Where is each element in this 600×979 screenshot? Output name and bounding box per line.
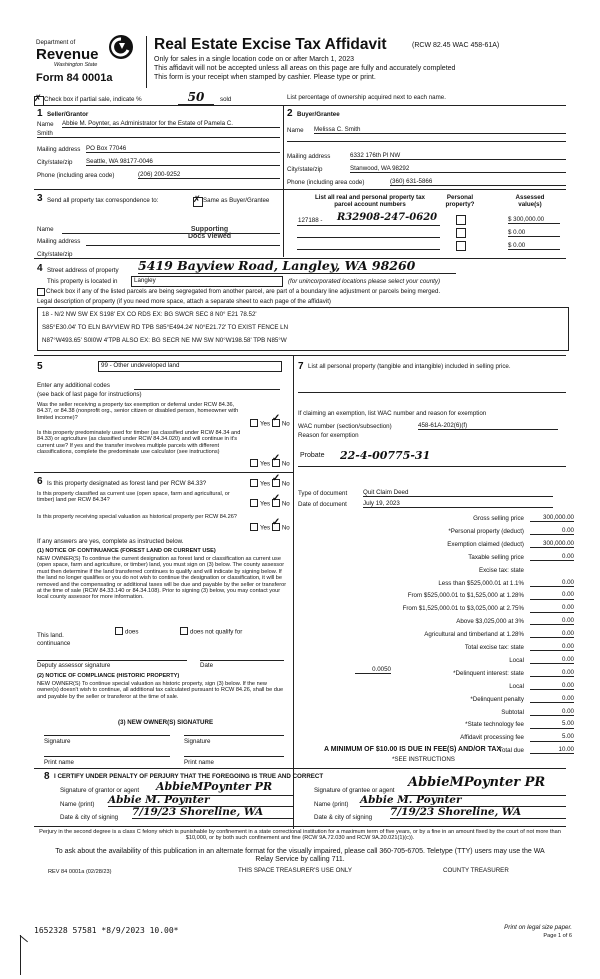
located-in-select[interactable]: Langley	[131, 276, 283, 287]
owner2-print-label: Print name	[184, 759, 214, 766]
continuance-label: continuance	[37, 640, 71, 647]
calc-label-12: *Delinquent interest: state	[453, 669, 524, 677]
parcel-number-1[interactable]: 127188 -	[298, 217, 323, 224]
revenue-logo-icon	[108, 34, 134, 60]
forest-yes-no	[250, 480, 290, 488]
deputy-signature-label: Deputy assessor signature	[37, 662, 111, 669]
does-option	[115, 628, 138, 636]
state-label: Washington State	[54, 62, 98, 68]
grantee-signature-label: Signature of grantee or agent	[314, 787, 395, 794]
scan-edge-mark	[20, 935, 21, 975]
calc-value-8[interactable]: 0.00	[530, 617, 574, 625]
supporting-docs-stamp	[188, 226, 231, 240]
personal-property-checkbox-3[interactable]	[456, 241, 466, 251]
historic-no-label: No	[281, 524, 290, 532]
form-revision: REV 84 0001a (02/28/23)	[48, 869, 112, 875]
grantor-print-name[interactable]: Abbie M. Poynter	[108, 794, 294, 807]
property-address-label: Street address of property	[47, 267, 119, 274]
grantee-signature: AbbieMPoynter PR	[408, 775, 546, 790]
historic-yes-checkbox[interactable]	[250, 523, 258, 531]
minimum-fee-notice: A MINIMUM OF $10.00 IS DUE IN FEE(S) AND/OR TAX	[324, 746, 502, 753]
buyer-heading: Buyer/Grantee	[297, 111, 340, 118]
does-not-option	[180, 628, 242, 636]
assessed-col-heading-1: Assessed	[515, 194, 545, 201]
perjury-warning: Perjury in the second degree is a class C felony which is punishable by confinement in a state correctional institution for a maximum term of five years, or by a fine in an amount fixed by the court of not more than $10,000, or by both such confinement and fine (RCW 9A.72.030 and RCW 9A.20.021(1)(c)).	[39, 829, 561, 842]
calc-label-17: Affidavit processing fee	[460, 734, 524, 742]
historic-no-checkbox[interactable]	[272, 523, 280, 531]
assessed-value-3[interactable]: $ 0.00	[508, 242, 560, 250]
this-land-label: This land.	[37, 632, 64, 639]
exemption-no-checkbox[interactable]	[272, 419, 280, 427]
parcel-col-heading-1: List all real and personal property tax	[314, 194, 426, 201]
calc-value-15[interactable]: 0.00	[530, 708, 574, 716]
forest-yes-label: Yes	[260, 480, 271, 488]
calc-value-1[interactable]: 0.00	[530, 527, 574, 535]
if-any-yes: If any answers are yes, complete as instructed below.	[37, 538, 184, 545]
current-use-no-label: No	[281, 500, 290, 508]
timber-yes-checkbox[interactable]	[250, 459, 258, 467]
timber-question: Is this property predominately used for timber (as classified under RCW 84.34 and 84.33) or agriculture (as classified under RCW 84.34.020) and will continue in it's current use? If yes and the transfer involves multiple parcels with different classifications, complete the predominate use calculator (see instructions)	[37, 430, 241, 456]
calc-label-16: *State technology fee	[465, 721, 524, 729]
personal-col-heading	[440, 194, 480, 208]
seller-section-number: 1	[37, 108, 43, 119]
calc-label-14: *Delinquent penalty	[470, 695, 524, 703]
exemption-claim-label: If claiming an exemption, list WAC number and reason for exemption	[298, 410, 487, 417]
revenue-logo-text: Revenue	[36, 46, 99, 63]
personal-property-checkbox-2[interactable]	[456, 228, 466, 238]
grantor-date-city[interactable]: 7/19/23 Shoreline, WA	[132, 806, 294, 819]
grantee-print-name[interactable]: Abbie M. Poynter	[360, 794, 566, 807]
tax-correspondence-number: 3	[37, 193, 43, 204]
new-owner-signature-title: (3) NEW OWNER(S) SIGNATURE	[118, 719, 214, 726]
current-use-question: Is this property classified as current use (open space, farm and agricultural, or timber) land per RCW 84.34?	[37, 491, 230, 504]
additional-codes-note: (see back of last page for instructions)	[37, 391, 142, 398]
availability-notice: To ask about the availability of this publication in an alternate format for the visually impaired, please call 360-705-6705. Teletype (TTY) users may use the WA Relay Service by calling 711.	[55, 848, 545, 863]
historic-yes-label: Yes	[260, 524, 271, 532]
continuance-notice-body: NEW OWNER(S) To continue the current designation as forest land or classification as current use (open space, farm and agriculture, or timber) land, you must sign on (3) below. The county assessor must then determine if the land transferred continues to qualify and will indicate by signing below. If the land no longer qualifies or you do not wish to continue the designation or classification, it will be removed and the compensating or additional taxes will be due and payable by the seller or transferor at the time of sale (RCW 84.33.140 or 84.34.108). Prior to signing (3) below, you may contact your local county assessor for more information.	[37, 556, 287, 601]
local-rate-field[interactable]: 0.0050	[355, 666, 391, 674]
document-date-label: Date of document	[298, 501, 347, 508]
timber-yes-label: Yes	[260, 460, 271, 468]
personal-col-heading-2: property?	[445, 201, 475, 209]
partial-sale-label: Check box if partial sale, indicate %	[44, 96, 142, 103]
calc-value-6[interactable]: 0.00	[530, 591, 574, 599]
property-address-number: 4	[37, 263, 43, 274]
legal-paper-note: Print on legal size paper.	[504, 924, 572, 931]
compliance-notice-body: NEW OWNER(S) To continue special valuation as historic property, sign (3) below. If the new owner(s) doesn't wish to continue, all additional tax calculated pursuant to RCW 84.26, shall be due and payable by the seller or transferor at the time of sale.	[37, 681, 284, 700]
seller-city-field[interactable]: Seattle, WA 98177-0046	[86, 158, 280, 166]
calc-value-0[interactable]: 300,000.00	[530, 514, 574, 522]
partial-sale-percent[interactable]: 50	[178, 90, 214, 105]
grantor-date-label: Date & city of signing	[60, 814, 119, 821]
calc-label-2: Exemption claimed (deduct)	[447, 540, 524, 548]
document-date-field[interactable]: July 19, 2023	[363, 500, 553, 508]
personal-property-checkbox-1[interactable]	[456, 215, 466, 225]
calc-value-17[interactable]: 5.00	[530, 733, 574, 741]
calc-value-9[interactable]: 0.00	[530, 630, 574, 638]
buyer-section-number: 2	[287, 108, 293, 119]
receipt-stamp: 1652328 57581 *8/9/2023 10.00*	[34, 926, 179, 935]
buyer-mailing-field[interactable]: 6332 176th Pl NW	[350, 152, 566, 160]
corr-mailing-label: Mailing address	[37, 238, 81, 245]
seller-heading: Seller/Grantor	[47, 111, 89, 118]
page-number: Page 1 of 6	[543, 933, 572, 939]
forest-question: Is this property designated as forest land per RCW 84.33?	[47, 480, 207, 487]
located-in-label: This property is located in	[47, 278, 118, 285]
owner1-print-label: Print name	[44, 759, 74, 766]
header-line-2: This affidavit will not be accepted unless all areas on this page are fully and accurately completed	[154, 65, 456, 72]
section-6-number: 6	[37, 476, 43, 487]
buyer-city-label: City/state/zip	[287, 166, 323, 173]
treasurer-use-label: THIS SPACE TREASURER'S USE ONLY	[238, 867, 352, 874]
property-address-field[interactable]: 5419 Bayview Road, Langley, WA 98260	[138, 258, 456, 274]
grantee-name-label: Name (print)	[314, 801, 349, 808]
exemption-reason-label: Reason for exemption	[298, 432, 359, 439]
calc-value-16[interactable]: 5.00	[530, 720, 574, 728]
calc-label-8: Above $3,025,000 at 3%	[456, 618, 524, 626]
calc-label-10: Total excise tax: state	[464, 644, 524, 651]
personal-property-number: 7	[298, 361, 304, 372]
see-instructions: *SEE INSTRUCTIONS	[392, 756, 455, 763]
calc-label-1: *Personal property (deduct)	[448, 527, 524, 535]
personal-col-heading-1: Personal	[446, 194, 474, 201]
document-type-label: Type of document	[298, 490, 348, 497]
segregated-checkbox[interactable]	[37, 288, 45, 296]
form-title: Real Estate Excise Tax Affidavit	[154, 36, 387, 53]
assessed-value-1[interactable]: $ 300,000.00	[508, 216, 560, 224]
rcw-reference: (RCW 82.45 WAC 458-61A)	[412, 42, 500, 49]
compliance-notice-title: (2) NOTICE OF COMPLIANCE (HISTORIC PROPERTY)	[37, 673, 180, 679]
land-use-select[interactable]: 99 - Other undeveloped land	[98, 361, 282, 372]
parcel-handwritten-1: R32908-247-0620	[337, 212, 438, 223]
header-line-1: Only for sales in a single location code on or after March 1, 2023	[154, 56, 354, 63]
land-use-number: 5	[37, 361, 43, 372]
grantor-name-label: Name (print)	[60, 801, 95, 808]
calc-value-12[interactable]: 0.00	[530, 669, 574, 677]
calc-value-10[interactable]: 0.00	[530, 643, 574, 651]
grantee-date-city[interactable]: 7/19/23 Shoreline, WA	[390, 806, 566, 819]
legal-line-3: N87°W493.65' S0I0W 4'TPB ALSO EX: BG SECR NE NW SW N0°W198.58' TPB N85°W	[42, 337, 287, 344]
calc-value-11[interactable]: 0.00	[530, 656, 574, 664]
current-use-yes-no	[250, 500, 290, 508]
wac-number-label: WAC number (section/subsection)	[298, 423, 392, 430]
exemption-yes-checkbox[interactable]	[250, 419, 258, 427]
probate-number: 22-4-00775-31	[340, 449, 431, 462]
does-not-label: does not qualify for	[190, 628, 243, 636]
calc-value-13[interactable]: 0.00	[530, 682, 574, 690]
partial-sold-label: sold	[220, 96, 232, 103]
corr-city-label: City/state/zip	[37, 251, 73, 258]
calc-value-3[interactable]: 0.00	[530, 553, 574, 561]
calc-label-6: From $525,000.01 to $1,525,000 at 1.28%	[407, 592, 524, 600]
corr-name-label: Name	[37, 226, 54, 233]
parcel-col-heading	[300, 194, 440, 208]
dept-label: Department of	[36, 39, 76, 46]
calc-value-7[interactable]: 0.00	[530, 604, 574, 612]
timber-yes-no	[250, 460, 290, 468]
current-use-yes-label: Yes	[260, 500, 271, 508]
calc-label-18: Total due	[498, 747, 524, 755]
calc-label-15: Subtotal	[501, 708, 524, 716]
buyer-name-label: Name	[287, 127, 304, 134]
certify-number: 8	[44, 771, 50, 782]
personal-property-label: List all personal property (tangible and intangible) included in selling price.	[308, 363, 511, 370]
calc-label-7: From $1,525,000.01 to $3,025,000 at 2.75%	[402, 605, 524, 613]
calc-value-2[interactable]: 300,000.00	[530, 540, 574, 548]
exemption-no-label: No	[281, 420, 290, 428]
seller-phone-field[interactable]: (206) 200-9252	[138, 171, 280, 179]
calc-label-4: Excise tax: state	[478, 566, 524, 574]
grantor-signature-label: Signature of grantor or agent	[60, 787, 140, 794]
forest-no-label: No	[281, 480, 290, 488]
does-not-checkbox[interactable]	[180, 627, 188, 635]
assessed-col-heading	[500, 194, 560, 208]
timber-no-checkbox[interactable]	[272, 459, 280, 467]
seller-mailing-field[interactable]: PO Box 77046	[86, 145, 280, 153]
same-as-buyer-label: Same as Buyer/Grantee	[203, 197, 270, 204]
additional-codes-label: Enter any additional codes	[37, 382, 110, 389]
legal-description-label: Legal description of property (if you need more space, attach a separate sheet to each page of the affidavit)	[37, 298, 331, 305]
parcel-col-heading-2: parcel account numbers	[334, 201, 406, 209]
assessed-col-heading-2: value(s)	[518, 201, 542, 209]
calc-label-9: Agricultural and timberland at 1.28%	[424, 631, 524, 639]
legal-line-2: S85°E30.04' TO ELN BAYVIEW RD TPB S85°E494.24' N0°E21.72' TO EXIST FENCE LN	[42, 324, 289, 331]
header-line-3: This form is your receipt when stamped by cashier. Please type or print.	[154, 74, 376, 81]
seller-name-line2[interactable]: Smith	[37, 130, 280, 138]
historic-yes-no	[250, 524, 290, 532]
buyer-phone-field[interactable]: (360) 631-5866	[390, 178, 566, 186]
legal-description-box[interactable]	[37, 307, 569, 351]
exemption-reason-field[interactable]: Probate	[300, 452, 325, 459]
forest-no-checkbox[interactable]	[272, 479, 280, 487]
calc-label-3: Taxable selling price	[468, 553, 524, 561]
seller-name-label: Name	[37, 121, 54, 128]
buyer-phone-label: Phone (including area code)	[287, 179, 365, 186]
county-treasurer-label: COUNTY TREASURER	[443, 867, 509, 874]
buyer-mailing-label: Mailing address	[287, 153, 331, 160]
forest-yes-checkbox[interactable]	[250, 479, 258, 487]
grantor-signature: AbbieMPoynter PR	[156, 780, 273, 793]
deputy-date-label: Date	[200, 662, 214, 669]
timber-no-label: No	[281, 460, 290, 468]
segregated-label: Check box if any of the listed parcels are being segregated from another parcel, are part of a boundary line adjustment or parcels being merged.	[46, 288, 441, 295]
current-use-yes-checkbox[interactable]	[250, 499, 258, 507]
same-as-buyer-checkbox[interactable]	[193, 197, 203, 207]
seller-name-field[interactable]: Abbie M. Poynter, as Administrator for the Estate of Pamela C.	[62, 120, 280, 128]
does-checkbox[interactable]	[115, 627, 123, 635]
historic-question: Is this property receiving special valuation as historical property per RCW 84.26?	[37, 514, 237, 520]
form-number: Form 84 0001a	[36, 72, 113, 84]
calc-value-5[interactable]: 0.00	[530, 579, 574, 587]
continuance-notice-title: (1) NOTICE OF CONTINUANCE (FOREST LAND OR CURRENT USE)	[37, 548, 216, 554]
stamp-line-1: Supporting	[190, 226, 229, 233]
calc-label-0: Gross selling price	[473, 515, 524, 522]
ownership-instruction: List percentage of ownership acquired next to each name.	[287, 94, 446, 101]
calc-value-14[interactable]: 0.00	[530, 695, 574, 703]
exemption-yes-label: Yes	[260, 420, 271, 428]
buyer-name-field[interactable]: Melissa C. Smith	[314, 126, 566, 134]
calc-label-11: Local	[509, 656, 524, 664]
unincorporated-note: (for unincorporated locations please select your county)	[288, 278, 441, 285]
grantee-date-label: Date & city of signing	[314, 814, 373, 821]
certify-statement: I CERTIFY UNDER PENALTY OF PERJURY THAT THE FOREGOING IS TRUE AND CORRECT	[54, 773, 324, 780]
legal-line-1: 18 - N/2 NW SW EX S198' EX CO RDS EX: BG SWCR SEC 8 N0° E21 78.52'	[42, 311, 257, 318]
calc-label-13: Local	[509, 682, 524, 690]
calc-value-18[interactable]: 10.00	[530, 746, 574, 754]
exemption-yes-no	[250, 420, 290, 428]
document-type-field[interactable]: Quit Claim Deed	[363, 489, 553, 497]
owner2-signature-label: Signature	[184, 738, 211, 745]
wac-number-field[interactable]: 458-61A-202(6)(f)	[418, 422, 558, 430]
buyer-city-field[interactable]: Stanwood, WA 98292	[350, 165, 566, 173]
seller-city-label: City/state/zip	[37, 159, 73, 166]
calc-label-5: Less than $525,000.01 at 1.1%	[438, 579, 524, 587]
tax-correspondence-label: Send all property tax correspondence to:	[47, 197, 159, 204]
seller-mailing-label: Mailing address	[37, 146, 81, 153]
current-use-no-checkbox[interactable]	[272, 499, 280, 507]
assessed-value-2[interactable]: $ 0.00	[508, 229, 560, 237]
seller-phone-label: Phone (including area code)	[37, 172, 115, 179]
stamp-line-2: Docs Viewed	[188, 233, 232, 240]
exemption-question: Was the seller receiving a property tax exemption or deferral under RCW 84.36, 84.37, or 84.38 (nonprofit org., senior citizen or disabled person, homeowner with limited income)?	[37, 402, 239, 421]
does-label: does	[125, 628, 139, 636]
owner1-signature-label: Signature	[44, 738, 71, 745]
